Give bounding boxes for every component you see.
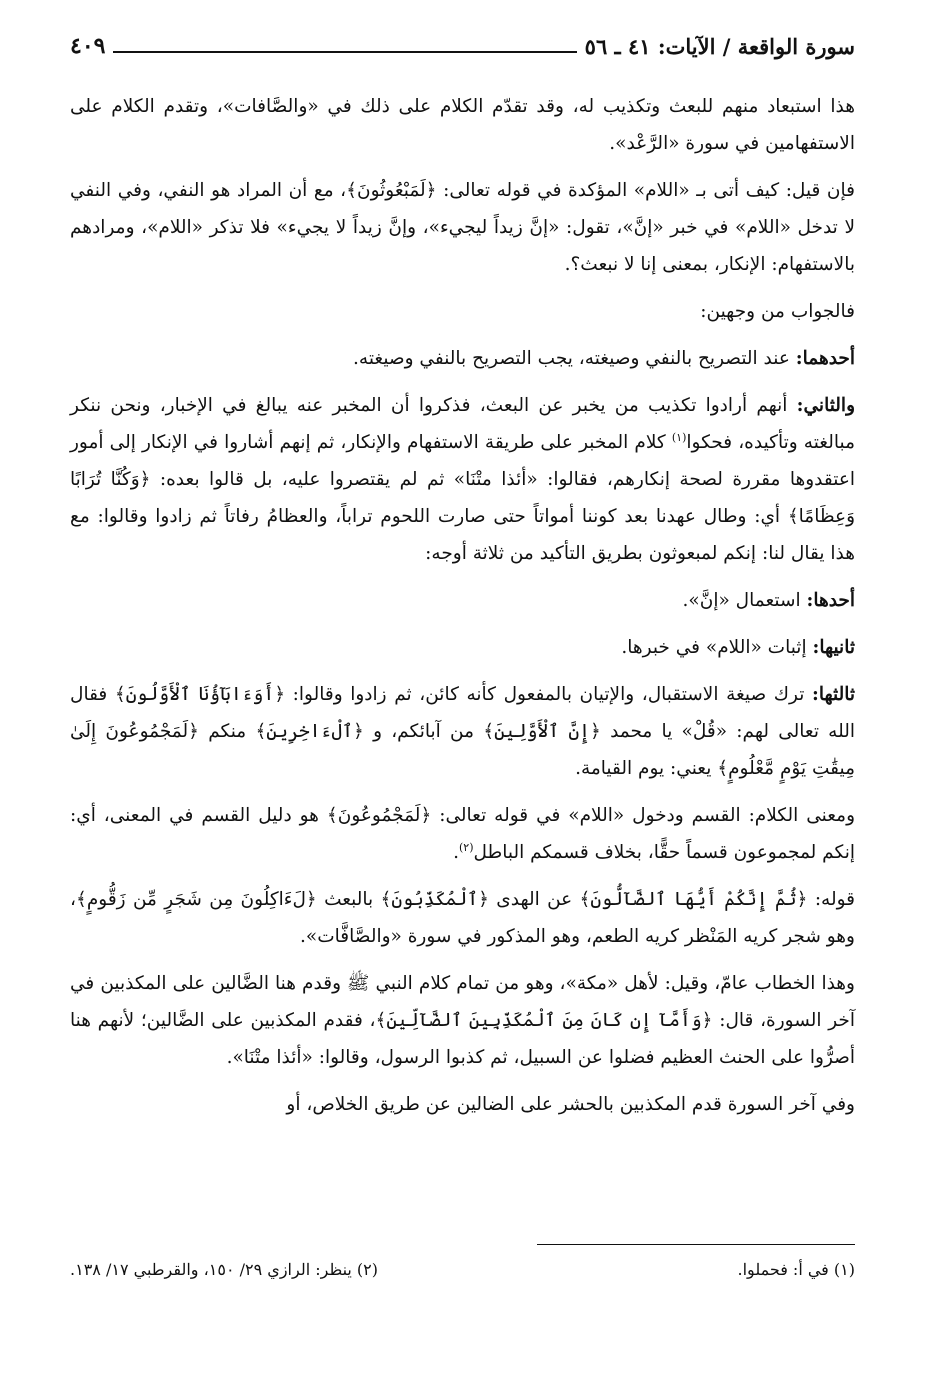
quran-verse: ﴿وَأَمَّآ إِن كَانَ مِنَ ٱلْمُكَذِّبِينَ ٱلضَّآلِّينَ﴾ bbox=[375, 1010, 713, 1031]
text-run: عند التصريح بالنفي وصيغته، يجب التصريح بالنفي وصيغته. bbox=[353, 348, 796, 369]
footnote-2: (٢) ينظر: الرازي ٢٩/ ١٥٠، والقرطبي ١٧/ ١٣٨. bbox=[70, 1260, 379, 1279]
bold-term: ثالثها: bbox=[812, 684, 855, 705]
footnote-separator bbox=[537, 1244, 855, 1245]
text-run: إثبات «اللام» في خبرها. bbox=[621, 637, 813, 658]
quran-verse: ﴿ثُمَّ إِنَّكُمْ أَيُّهَا ٱلضَّآلُّونَ﴾ bbox=[579, 889, 808, 910]
paragraph-4 bbox=[70, 340, 855, 377]
surah-title: سورة الواقعة / الآيات: ٤١ ـ ٥٦ bbox=[584, 33, 855, 59]
running-header bbox=[70, 26, 855, 66]
quran-verse: ﴿أَوَءَابَآؤُنَا ٱلْأَوَّلُونَ﴾ bbox=[114, 684, 286, 705]
quran-verse: ﴿وَكُنَّا تُرَابًا وَعِظَامًا﴾ bbox=[70, 469, 855, 527]
text-run: هذا استبعاد منهم للبعث وتكذيب له، وقد تقدّم الكلام على ذلك في «والصَّافات»، وتقدم الكلام على الاستفهامين في سورة «الرَّعْد». bbox=[70, 96, 855, 154]
quran-verse: ﴿لَءَاكِلُونَ مِن شَجَرٍ مِّن زَقُّومٍ﴾ bbox=[75, 889, 317, 910]
paragraph-1 bbox=[70, 88, 855, 162]
text-run: كلام المخبر على طريقة الاستفهام والإنكار، ثم إنهم أشاروا في الإنكار إلى أمور اعتقدوها مقررة لصحة إنكارهم، فقالوا: «أئذا متْنَا» ثم لم يقتصروا عليه، بل قالوا بعده: bbox=[70, 432, 855, 490]
text-run: عن الهدى bbox=[488, 889, 580, 910]
bold-term: أحدها: bbox=[806, 590, 855, 611]
quran-verse: ﴿لَمَجْمُوعُونَ﴾ bbox=[326, 805, 432, 826]
quran-verse: ﴿ٱلْءَاخِرِينَ﴾ bbox=[255, 721, 364, 742]
text-run: فقال الله تعالى لهم: «قُلْ» يا محمد bbox=[70, 684, 856, 742]
paragraph-2 bbox=[70, 172, 855, 283]
text-run: قوله: bbox=[807, 889, 856, 910]
paragraph-5 bbox=[70, 387, 855, 572]
paragraph-3 bbox=[70, 293, 855, 330]
text-run: أنهم أرادوا تكذيب من يخبر عن البعث، فذكروا أن المخبر عنه يبالغ في الإخبار، ونحن ننكر مبالغته وتأكيده، فحكوا bbox=[70, 395, 855, 453]
quran-verse: ﴿إِنَّ ٱلْأَوَّلِينَ﴾ bbox=[483, 721, 601, 742]
footnote-1: (١) في أ: فحملوا. bbox=[737, 1260, 855, 1279]
paragraph-9 bbox=[70, 797, 855, 871]
text-run: هو دليل القسم في المعنى، أي: إنكم لمجموعون قسماً حقًّا، بخلاف قسمكم الباطل bbox=[70, 805, 855, 863]
footnote-marker: (٢) bbox=[458, 840, 474, 854]
paragraph-12 bbox=[70, 1086, 855, 1123]
bold-term: أحدهما: bbox=[795, 348, 855, 369]
footnote-marker: (١) bbox=[671, 430, 687, 444]
text-run: . bbox=[453, 842, 459, 863]
quran-verse: ﴿لَمَبْعُوثُونَ﴾ bbox=[346, 180, 437, 201]
book-page bbox=[70, 26, 856, 1279]
header-rule bbox=[113, 51, 576, 53]
text-run: ومعنى الكلام: القسم ودخول «اللام» في قوله تعالى: bbox=[431, 805, 855, 826]
text-run: من آبائكم، و bbox=[363, 721, 484, 742]
footnotes bbox=[70, 1260, 855, 1279]
text-run: فإن قيل: كيف أتى بـ «اللام» المؤكدة في قوله تعالى: bbox=[436, 180, 855, 201]
paragraph-6 bbox=[70, 582, 855, 619]
page-number: ٤٠٩ bbox=[70, 33, 106, 59]
text-run: ، وهو شجر كريه المَنْظر كريه الطعم، وهو المذكور في سورة «والصَّافَّات». bbox=[70, 889, 855, 947]
quran-verse: ﴿ٱلْمُكَذِّبُونَ﴾ bbox=[380, 889, 489, 910]
page-body bbox=[70, 88, 855, 1123]
text-run: بالبعث bbox=[316, 889, 381, 910]
text-run: فالجواب من وجهين: bbox=[700, 301, 855, 322]
text-run: منكم bbox=[198, 721, 256, 742]
text-run: أي: وطال عهدنا بعد كوننا أمواتاً حتى صارت اللحوم تراباً، والعظامُ رفاتاً ثم زادوا وقالوا: مع هذا يقال لنا: إنكم لمبعوثون بطريق التأكيد من ثلاثة أوجه: bbox=[70, 506, 855, 564]
paragraph-10 bbox=[70, 881, 855, 955]
text-run: ، فقدم المكذبين على الضَّالين؛ لأنهم هنا أصرُّوا على الحنث العظيم فضلوا عن السبيل، ثم كذبوا الرسول، وقالوا: «أئذا متْنَا». bbox=[70, 1010, 855, 1068]
text-run: يعني: يوم القيامة. bbox=[575, 758, 718, 779]
bold-term: ثانيها: bbox=[812, 637, 855, 658]
quran-verse: ﴿لَمَجْمُوعُونَ إِلَىٰ مِيقَٰتِ يَوْمٍ مَّعْلُومٍ﴾ bbox=[70, 721, 855, 779]
text-run: استعمال «إنَّ». bbox=[682, 590, 807, 611]
bold-term: والثاني: bbox=[796, 395, 855, 416]
paragraph-11 bbox=[70, 965, 855, 1076]
paragraph-7 bbox=[70, 629, 855, 666]
text-run: وفي آخر السورة قدم المكذبين بالحشر على الضالين عن طريق الخلاص، أو bbox=[286, 1094, 855, 1115]
text-run: ، مع أن المراد هو النفي، وفي النفي لا تدخل «اللام» في خبر «إنَّ»، تقول: «إنَّ زيداً ليجيء»، وإنَّ زيداً لا يجيء» فلا تذكر «اللام»، ومرادهم بالاستفهام: الإنكار، بمعنى إنا لا نبعث؟. bbox=[70, 180, 855, 275]
text-run: وهذا الخطاب عامّ، وقيل: لأهل «مكة»، وهو من تمام كلام النبي ﷺ وقدم هنا الضَّالين على المكذبين في آخر السورة، قال: bbox=[70, 973, 856, 1031]
paragraph-8 bbox=[70, 676, 855, 787]
text-run: ترك صيغة الاستقبال، والإتيان بالمفعول كأنه كائن، ثم زادوا وقالوا: bbox=[285, 684, 812, 705]
